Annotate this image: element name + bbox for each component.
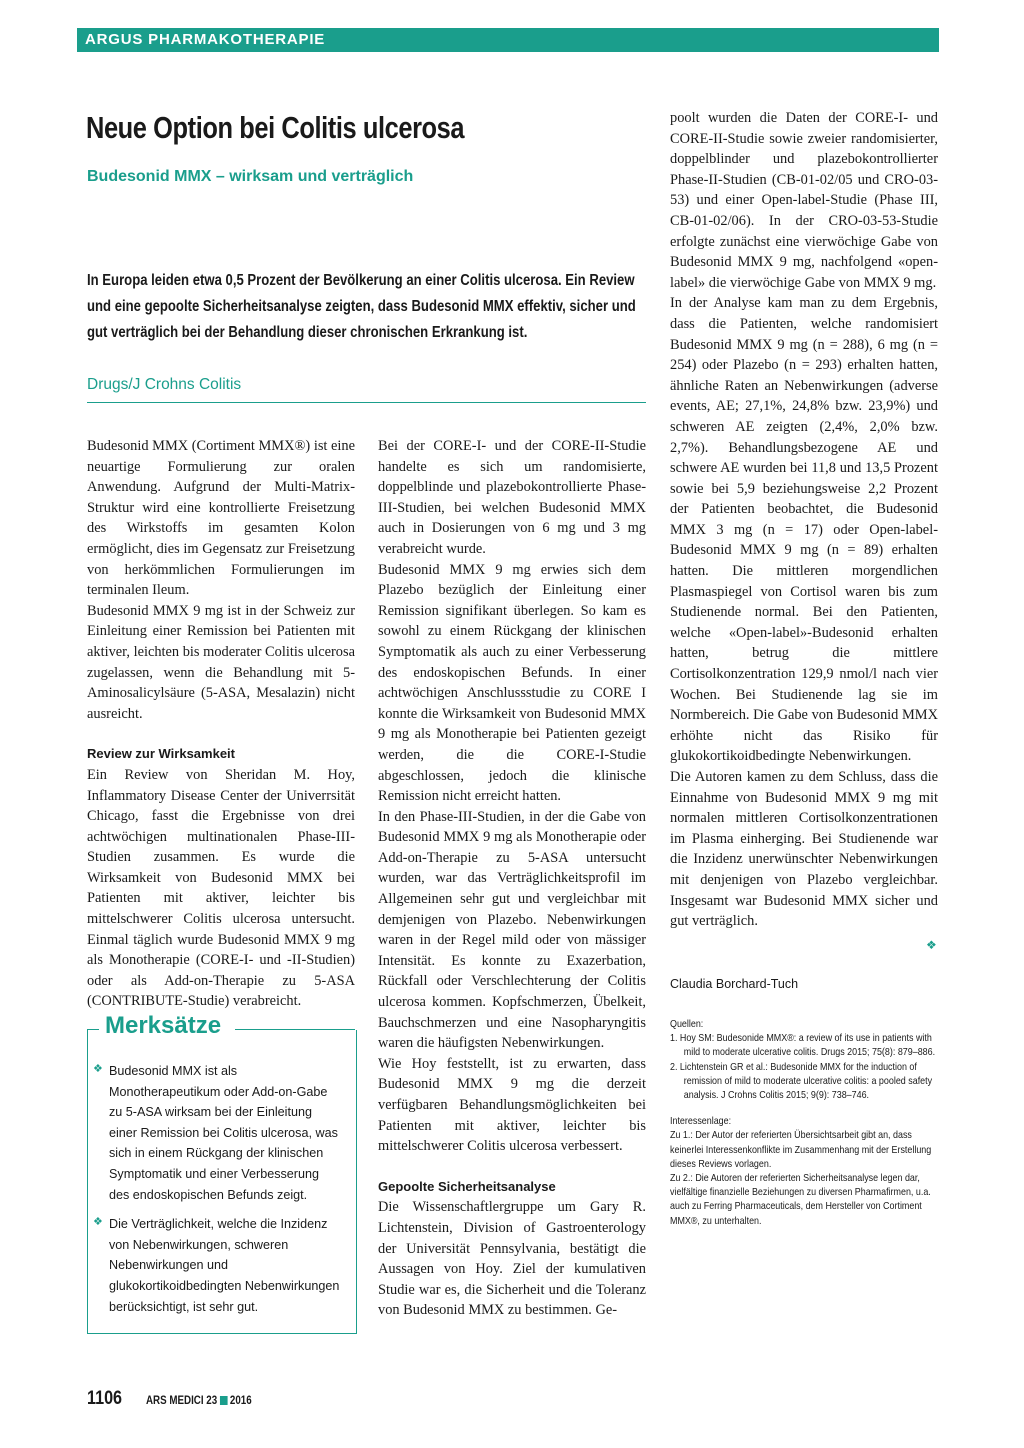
paragraph: Budesonid MMX (Cortiment MMX®) ist eine neuartige Formulierung zur oralen Anwendung. Aufgrund der Multi-Matrix-Struktur wird eine kontrollierte Freisetzung des Wirkstoffs im gesamten Kolon ermöglicht, dies im Gegensatz zur Freisetzung von herkömmlichen Formulierungen im terminalen Ileum. <box>87 438 355 599</box>
merk-item: ❖ Die Verträglichkeit, welche die Inzidenz von Nebenwirkungen, schweren Nebenwirkungen und glukokortikoidbedingten Nebenwirkungen berücksichtigt, ist sehr gut. <box>93 1216 340 1314</box>
merksaetze-title: Merksätze <box>105 1012 222 1039</box>
paragraph: poolt wurden die Daten der CORE-I- und CORE-II-Studie sowie zweier randomisierter, doppelblinder und plazebokontrollierter Phase-II-Studien (CB-01-02/05 und CRO-03-53) und einer Open-label-Studie (Phase III, CB-01-02/06). In der CRO-03-53-Studie erfolgte zunächst eine vierwöchige Gabe von Budesonid MMX 9 mg, nachfolgend «open-label» die vierwöchige Gabe von MMX 9 mg. <box>670 110 938 291</box>
magazine-name: ARS MEDICI 23 <box>146 1395 218 1407</box>
magazine-year: 2016 <box>229 1395 252 1407</box>
paragraph: Die Wissenschaftlergruppe um Gary R. Lichtenstein, Division of Gastroenterology der Universität Pennsylvania, bestätigt die Aussagen von Hoy. Ziel der kumulativen Studie war es, die Sicherheit und die Toleranz von Budesonid MMX zu bestimmen. Ge- <box>378 1199 646 1319</box>
section-heading: Review zur Wirksamkeit <box>87 746 236 762</box>
paragraph: Budesonid MMX 9 mg ist in der Schweiz zur Einleitung einer Remission bei Patienten mit aktiver, leichten bis moderater Colitis ulcerosa zugelassen, wenn die Behandlung mit 5-Aminosalicylsäure (5-ASA, Mesalazin) nicht ausreicht. <box>87 602 355 722</box>
paragraph: In den Phase-III-Studien, in der die Gabe von Budesonid MMX 9 mg als Monotherapie oder Add-on-Therapie zu 5-ASA untersucht wurden, war das Verträglichkeitsprofil im Allgemeinen sehr gut und vergleichbar mit demjenigen von Plazebo. Nebenwirkungen waren in der Regel mild oder von mässiger Intensität. Es konnte zu Exazerbation, Rückfall oder Verschlechterung der Colitis ulcerosa kommen. Kopfschmerzen, Übelkeit, Bauchschmerzen und eine Nasopharyngitis waren die häufigsten Nebenwirkungen. <box>378 808 646 1052</box>
paragraph: Wie Hoy feststellt, ist zu erwarten, dass Budesonid MMX 9 mg die derzeit verfügbaren Behandlungsmöglichkeiten bei Patienten mit aktiver, leichter bis mittelschwerer Colitis ulcerosa verbessert. <box>378 1055 646 1155</box>
reference-item: 2. Lichtenstein GR et al.: Budesonide MMX for the induction of remission of mild to moderate ulcerative colitis: a pooled safety analysis. J Crohns Colitis 2015; 9(9): 738–746. <box>670 1061 933 1102</box>
magazine-info <box>146 1395 252 1407</box>
sources-label: Quellen: <box>670 1019 704 1030</box>
section-label: ARGUS PHARMAKOTHERAPIE <box>85 31 326 48</box>
paragraph: Bei der CORE-I- und der CORE-II-Studie handelte es sich um randomisierte, doppelblinde und plazebokontrollierte Phase-III-Studien, bei welchen Budesonid MMX auch in Dosierungen von 6 mg und 3 mg verabreicht wurde. <box>378 438 646 557</box>
end-mark-icon: ❖ <box>926 938 937 952</box>
article-lead: In Europa leiden etwa 0,5 Prozent der Bevölkerung an einer Colitis ulcerosa. Ein Review und eine gepoolte Sicherheitsanalyse zeigten, dass Budesonid MMX effektiv, sicher und gut verträglich bei der Behandlung dieser chronischen Erkrankung ist. <box>87 272 636 341</box>
paragraph: Budesonid MMX 9 mg erwies sich dem Plazebo bezüglich der Einleitung einer Remission signifikant überlegen. So kam es sowohl zu einem Rückgang der klinischen Symptomatik als auch zu einer Verbesserung des endoskopischen Befunds. In einer achtwöchigen Anschlussstudie zu CORE I konnte die Wirksamkeit von Budesonid MMX 9 mg als Monotherapie bei Patienten gezeigt werden, die die CORE-I-Studie abgeschlossen, jedoch die klinische Remission nicht erreicht hatten. <box>378 561 646 805</box>
references <box>670 1018 938 1229</box>
column-2 <box>378 436 646 1321</box>
author-name: Claudia Borchard-Tuch <box>670 977 799 991</box>
square-icon <box>220 1396 228 1405</box>
interests-label: Interessenlage: <box>670 1116 732 1128</box>
interest-item: Zu 1.: Der Autor der referierten Übersichtsarbeit gibt an, dass keinerlei Interessenkonflikte im Zusammenhang mit der Erstellung dieses Reviews vorlagen. <box>670 1130 932 1170</box>
column-1 <box>87 436 355 1012</box>
diamond-bullet-icon: ❖ <box>93 1216 103 1229</box>
interest-item: Zu 2.: Die Autoren der referierten Sicherheitsanalyse legen dar, vielfältige finanzielle Beziehungen zu diversen Pharmafirmen, u.a. auch zu Ferring Pharmaceuticals, dem Hersteller von Cortiment MMX®, zu unterhalten. <box>670 1173 931 1227</box>
reference-item: 1. Hoy SM: Budesonide MMX®: a review of its use in patients with mild to moderate ulcerative colitis. Drugs 2015; 75(8): 879–886. <box>670 1033 936 1059</box>
diamond-bullet-icon: ❖ <box>93 1063 103 1075</box>
article-subtitle: Budesonid MMX – wirksam und verträglich <box>87 168 414 185</box>
merksaetze-list <box>93 1061 341 1317</box>
paragraph: In der Analyse kam man zu dem Ergebnis, dass die Patienten, welche randomisiert Budesonid MMX 9 mg (n = 288), 6 mg (n = 254) oder Plazebo (n = 293) erhalten hatten, ähnliche Raten an Nebenwirkungen (adverse events, AE; 27,1%, 24,8% bzw. 23,9%) und schweren AE zeigten (2,4%, 2,0% bzw. 2,7%). Behandlungsbezogene AE und schwere AE wurden bei 11,8 und 13,5 Prozent sowie bei 5,9 beziehungsweise 2,2 Prozent der Patienten beobachtet, die Budesonid MMX 3 mg (n = 17) oder Open-label-Budesonid MMX 9 mg (n = 89) erhalten hatten. Die mittleren morgendlichen Plasmaspiegel von Cortisol waren bis zum Studienende normal. Bei den Patienten, welche «Open-label»-Budesonid erhalten hatten, betrug die mittlere Cortisolkonzentration 129,9 nmol/l nach vier Wochen. Bei Studienende lag sie im Normbereich. Die Gabe von Budesonid MMX erhöhte nicht das Risiko für glukokortikoidbedingte Nebenwirkungen. <box>670 295 938 765</box>
source-tag: Drugs/J Crohns Colitis <box>87 376 242 393</box>
section-header-bar <box>77 28 939 52</box>
section-heading: Gepoolte Sicherheitsanalyse <box>378 1178 556 1194</box>
paragraph: Die Autoren kamen zu dem Schluss, dass die Einnahme von Budesonid MMX 9 mg mit normalen mittleren Cortisolkonzentrationen im Plasma einherging. Bei Studienende war die Inzidenz unerwünschter Nebenwirkungen mit denjenigen von Plazebo vergleichbar. Insgesamt war Budesonid MMX sicher und gut verträglich. <box>670 769 938 930</box>
column-3 <box>670 108 938 932</box>
article-title: Neue Option bei Colitis ulcerosa <box>86 110 465 145</box>
page-number: 1106 <box>87 1388 123 1409</box>
divider-rule <box>87 402 646 403</box>
paragraph: Ein Review von Sheridan M. Hoy, Inflammatory Disease Center der Univerrsität Chicago, fasst die Ergebnisse von drei achtwöchigen multinationalen Phase-III-Studien zusammen. Es wurde die Wirksamkeit von Budesonid MMX bei Patienten mit aktiver, leichter bis mittelschwerer Colitis ulcerosa untersucht. Einmal täglich wurde Budesonid MMX 9 mg als Monotherapie (CORE-I- und -II-Studien) oder als Add-on-Therapie zu 5-ASA (CONTRIBUTE-Studie) verabreicht. <box>87 766 355 1010</box>
merk-item: ❖ Budesonid MMX ist als Monotherapeutikum oder Add-on-Gabe zu 5-ASA wirksam bei der Einleitung einer Remission bei Colitis ulcerosa, was sich in einem Rückgang der klinischen Symptomatik und einer Verbesserung des endoskopischen Befunds zeigt. <box>93 1063 338 1202</box>
